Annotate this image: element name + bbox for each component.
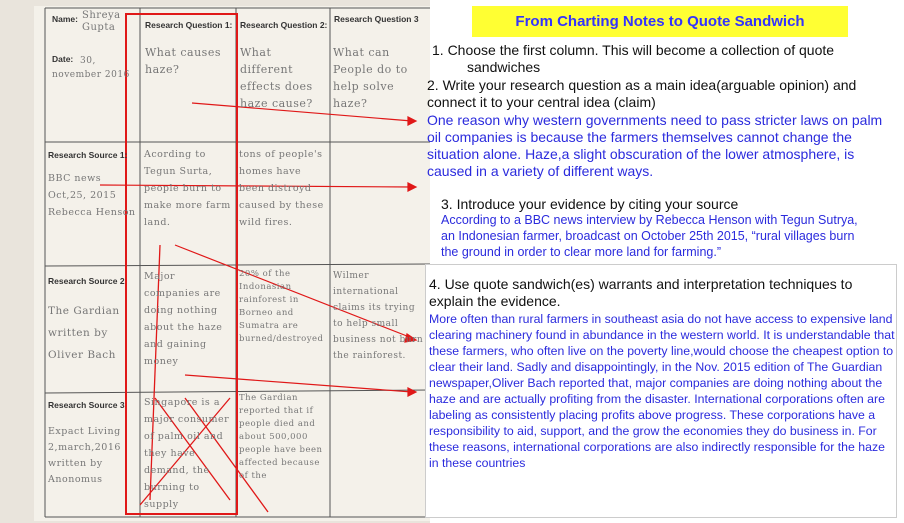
step-4-answer: More often than rural farmers in southeast asia do not have access to expensive land clearing machinery found in abundance in the western world. It is understandable that these farmers, who often live on the poverty line,would choose the cheapest option to clear their land. Sadly and disappointingly, in the Nov. 2015 edition of The Guardian newspaper,Oliver Bach reported that, major companies are doing nothing about the haze and are actually profiting from the disaster. International corporations often are labeling as consistently placing profits above progress. These corporations have a responsibility to aid, support, and the grow the economies they do business in. For these reasons, international corporations are also indirectly responsible for the haze in these countries: [429, 312, 895, 470]
source-3-label: Research Source 3: [48, 400, 125, 410]
source-2-q3-note: Wilmer international claims its trying to help small business not burn the rainforest.: [333, 271, 424, 361]
question-3-text: What can People do to help solve haze?: [333, 46, 408, 110]
question-2-text: What different effects does haze cause?: [240, 46, 313, 110]
step-2-answer: One reason why western governments need to pass stricter laws on palm oil companies is because the farmers themselves cannot change the situation alone. Haze,a slight obscuration of the lower atmosphere, is caused in a variety of different ways.: [427, 112, 883, 179]
source-3-q1-note: Singapore is a major consumer of palm oil and they have demand, the burning to supply: [144, 397, 230, 510]
source-1-q2-note: tons of people's homes have been distroyd caused by these wild fires.: [239, 149, 324, 228]
chart-photo: [0, 0, 430, 523]
source-2-q1-note: Major companies are doing nothing about the haze and gaining money: [144, 271, 223, 367]
step-1: 1. Choose the first column. This will become a collection of quote sandwiches: [432, 42, 835, 75]
step-3: 3. Introduce your evidence by citing your source: [441, 196, 739, 212]
question-1-text: What causes haze?: [145, 46, 221, 76]
question-3-label: Research Question 3: [334, 14, 419, 24]
question-1-label: Research Question 1:: [145, 20, 233, 30]
date-label: Date:: [52, 54, 74, 64]
name-value: Shreya Gupta: [82, 10, 121, 33]
page-title: From Charting Notes to Quote Sandwich: [472, 6, 848, 37]
source-2-label: Research Source 2: [48, 276, 125, 286]
step-2: 2. Write your research question as a main idea(arguable opinion) and connect it to your central idea (claim): [427, 77, 857, 110]
source-3-q2-note: The Gardian reported that if people died and about 500,000 people have been affected because of the: [239, 393, 323, 481]
date-value: 30, november 2016: [52, 56, 130, 80]
name-label: Name:: [52, 14, 78, 24]
source-1-q1-note: Acording to Tegun Surta, people burn to make more farm land.: [144, 149, 231, 228]
step-4: 4. Use quote sandwich(es) warrants and interpretation techniques to explain the evidence.: [429, 276, 853, 309]
question-2-label: Research Question 2:: [240, 20, 328, 30]
source-1-text: BBC news Oct,25, 2015 Rebecca Henson: [48, 173, 136, 218]
step-3-answer: According to a BBC news interview by Rebecca Henson with Tegun Sutrya, an Indonesian farmer, broadcast on October 25th 2015, “rural villages burn the ground in order to clear more land for farming.”: [441, 213, 858, 259]
source-2-q2-note: 20% of the Indonasian rainforest in Borneo and Sumatra are burned/destroyed: [239, 269, 324, 344]
source-2-text: The Gardian written by Oliver Bach: [48, 305, 120, 361]
source-3-text: Expact Living 2,march,2016 written by Anonomus: [48, 426, 121, 485]
source-1-label: Research Source 1:: [48, 150, 128, 160]
